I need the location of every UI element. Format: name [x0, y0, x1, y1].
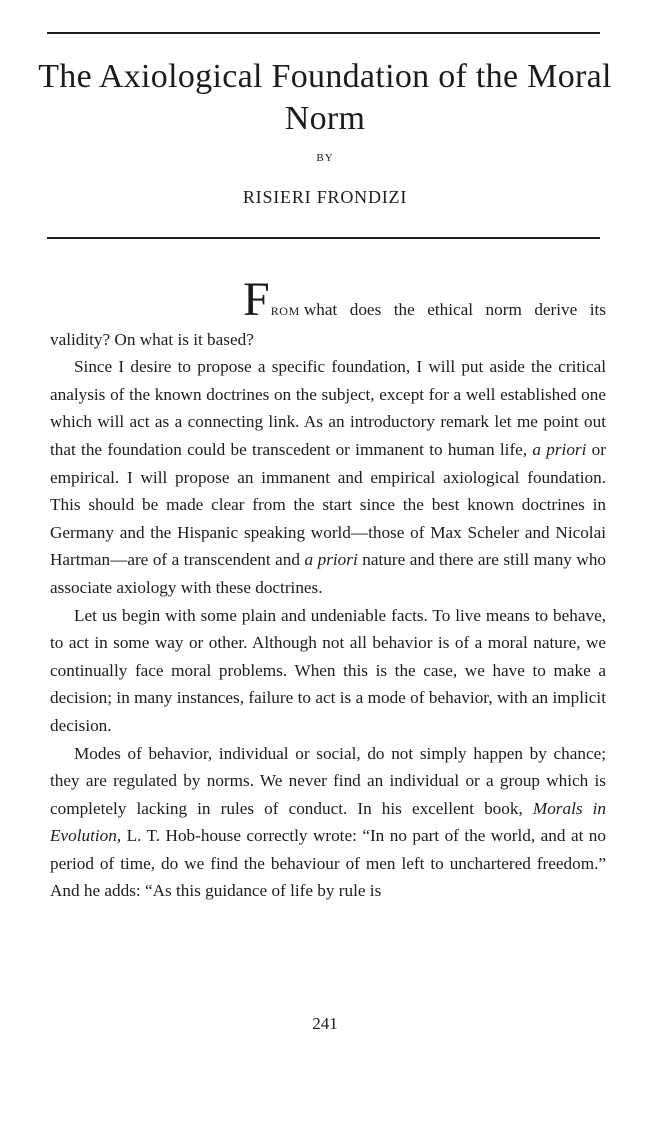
opening-smallcaps: ROM — [270, 304, 300, 318]
paragraph-2-text-c: nature and there are still many who associate axiology with these doctrines. — [50, 550, 607, 597]
article-body — [50, 273, 607, 905]
page-number: 241 — [312, 1014, 338, 1033]
paragraph-1 — [50, 273, 606, 353]
article-title: The Axiological Foundation of the Moral Norm — [38, 58, 612, 137]
paragraph-4 — [50, 740, 606, 906]
italic-a-priori-2: a priori — [304, 550, 358, 570]
drop-cap: F — [243, 273, 270, 326]
paragraph-4-text-b: L. T. Hob-house correctly wrote: “In no part of the world, and at no period of time, do we find the behaviour of men left to unchartered freedom.” And he adds: “As this guidance of life by rule is — [50, 826, 606, 901]
paragraph-2-text-b: or empirical. I will propose an immanent and empirical axiological foundation. This should be made clear from the start since the best known doctrines in Germany and the Hispanic speaking world—those of Max Scheler and Nicolai Hartman—are of a transcendent and — [50, 439, 606, 570]
paragraph-1-text: what does the ethical norm derive its validity? On what is it based? — [50, 300, 606, 349]
bottom-rule — [47, 237, 600, 239]
author-name: RISIERI FRONDIZI — [242, 187, 408, 207]
paragraph-3: Let us begin with some plain and undeniable facts. To live means to behave, to act in some way or other. Although not all behavior is of a moral nature, we continually face moral problems. When this is the case, we have to make a decision; in many instances, failure to act is a mode of behavior, with an implicit decision. — [50, 605, 606, 735]
paragraph-4-text-a: Modes of behavior, individual or social, do not simply happen by chance; they are regulated by norms. We never find an individual or a group which is completely lacking in rules of conduct. In his excellent book, — [50, 743, 606, 818]
paragraph-2 — [50, 353, 606, 601]
paragraph-2-text-a: Since I desire to propose a specific foundation, I will put aside the critical analysis of the known doctrines on the subject, except for a well established one which will act as a connecting link. As an introductory remark let me point out that the foundation could be transcedent or immanent to human life, — [50, 357, 606, 459]
italic-a-priori-1: a priori — [532, 439, 587, 459]
byline: BY — [316, 152, 334, 164]
top-rule — [47, 32, 600, 34]
italic-book-title: Morals in Evolution, — [50, 798, 607, 846]
